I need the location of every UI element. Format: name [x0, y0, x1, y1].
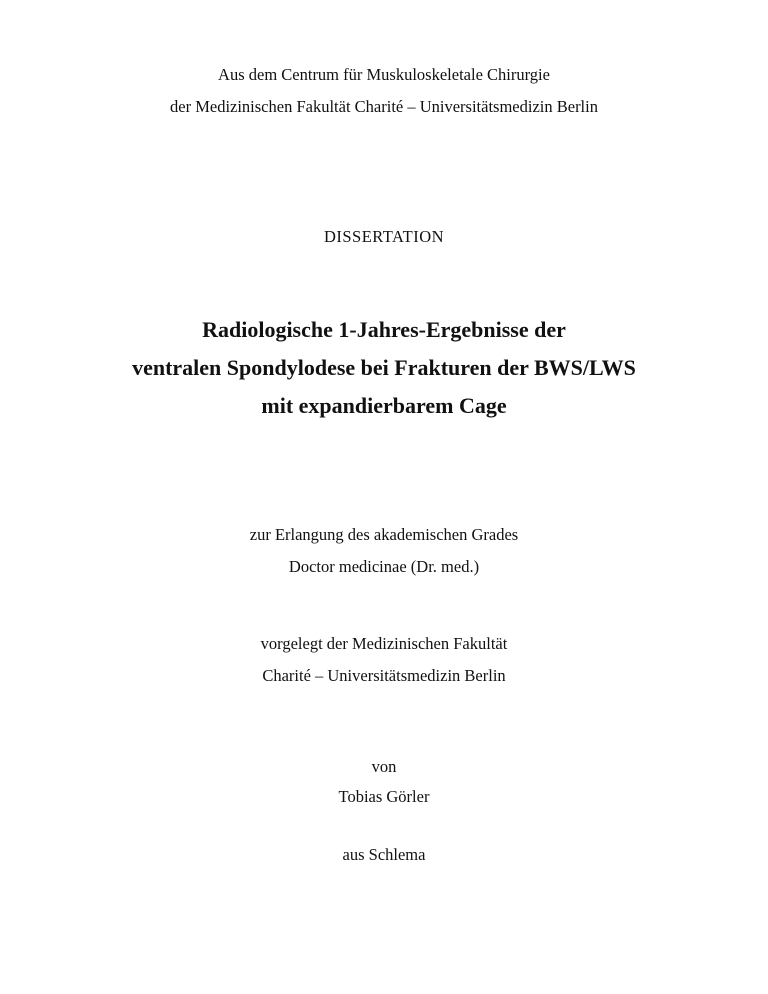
- origin-block: [0, 839, 768, 871]
- faculty-block: [0, 628, 768, 692]
- faculty-line-1: vorgelegt der Medizinischen Fakultät: [260, 634, 508, 653]
- institution-line-2: der Medizinischen Fakultät Charité – Universitätsmedizin Berlin: [170, 97, 598, 116]
- dissertation-title: [0, 311, 768, 425]
- institution-line-1: Aus dem Centrum für Muskuloskeletale Chirurgie: [218, 65, 550, 84]
- degree-line-2: Doctor medicinae (Dr. med.): [288, 557, 480, 576]
- title-line-1: Radiologische 1-Jahres-Ergebnisse der: [202, 317, 566, 342]
- institution-block: [0, 59, 768, 123]
- origin-line: aus Schlema: [342, 845, 426, 864]
- document-type-heading: [0, 221, 768, 253]
- title-line-3: mit expandierbarem Cage: [261, 393, 507, 418]
- title-line-2: ventralen Spondylodese bei Frakturen der BWS/LWS: [132, 355, 636, 380]
- by-label: von: [371, 757, 397, 776]
- document-type-label: DISSERTATION: [323, 227, 445, 246]
- faculty-line-2: Charité – Universitätsmedizin Berlin: [262, 666, 506, 685]
- degree-line-1: zur Erlangung des akademischen Grades: [249, 525, 519, 544]
- author-block: [0, 752, 768, 812]
- degree-block: [0, 519, 768, 583]
- author-name: Tobias Görler: [338, 787, 430, 806]
